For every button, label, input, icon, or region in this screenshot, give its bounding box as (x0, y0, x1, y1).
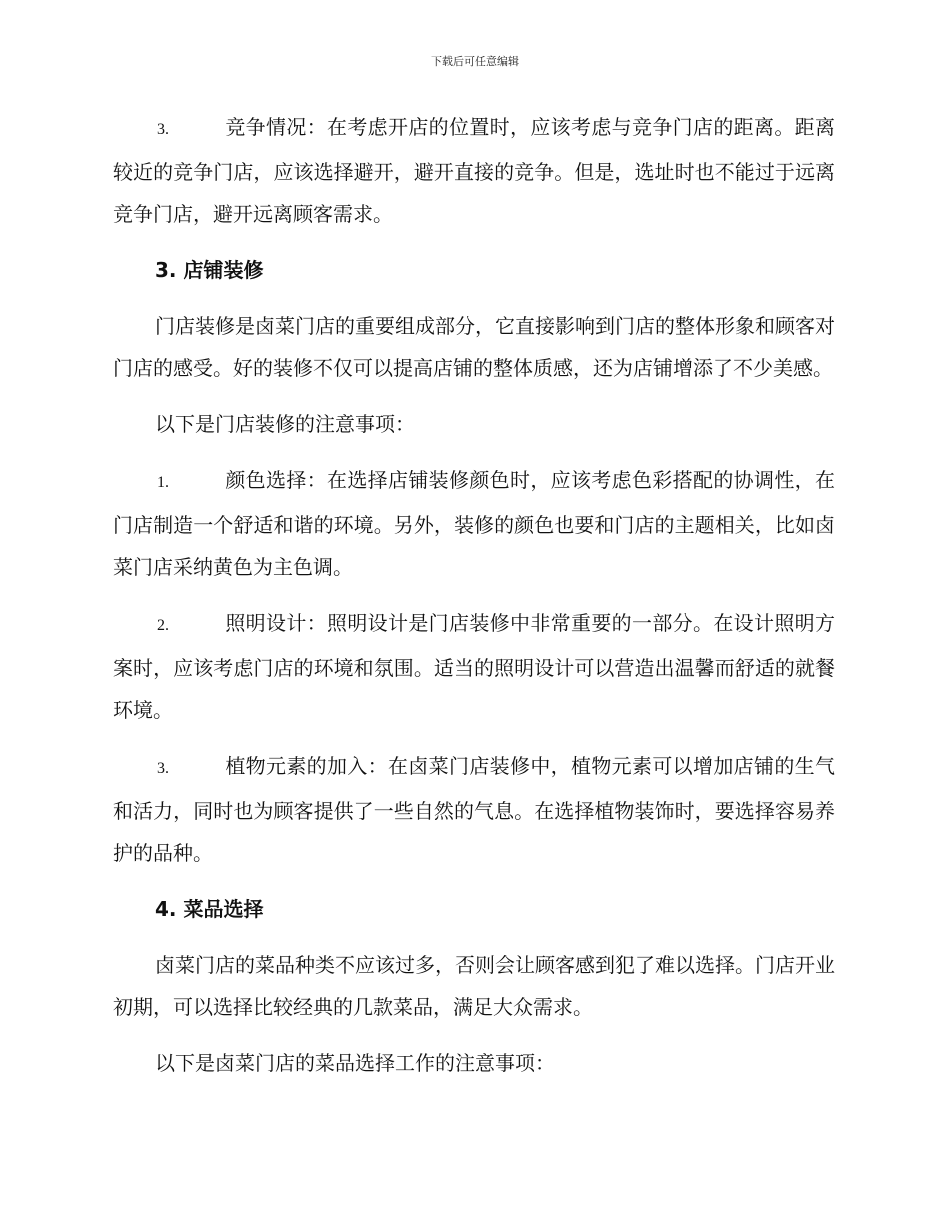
paragraph-menu-notes-title: 以下是卤菜门店的菜品选择工作的注意事项： (155, 1051, 555, 1075)
paragraph-decoration-notes-title: 以下是门店装修的注意事项： (155, 412, 415, 436)
list-item-plants (113, 745, 835, 874)
list-number: 1. (157, 474, 169, 491)
list-number: 3. (157, 760, 169, 777)
page-header: 下载后可任意编辑 (431, 55, 519, 68)
list-number: 3. (157, 121, 169, 138)
list-item-competition (113, 106, 835, 235)
document-body (113, 106, 835, 1098)
list-item-color (113, 459, 835, 588)
paragraph-decoration-intro: 门店装修是卤菜门店的重要组成部分，它直接影响到门店的整体形象和顾客对门店的感受。好的装修不仅可以提高店铺的整体质感，还为店铺增添了不少美感。 (113, 314, 835, 380)
list-text: 颜色选择：在选择店铺装修颜色时，应该考虑色彩搭配的协调性，在门店制造一个舒适和谐的环境。另外，装修的颜色也要和门店的主题相关，比如卤菜门店采纳黄色为主色调。 (113, 468, 835, 579)
paragraph-menu-intro: 卤菜门店的菜品种类不应该过多，否则会让顾客感到犯了难以选择。门店开业初期，可以选择比较经典的几款菜品，满足大众需求。 (113, 953, 835, 1019)
list-item-lighting (113, 602, 835, 731)
list-number: 2. (157, 617, 169, 634)
list-text: 照明设计：照明设计是门店装修中非常重要的一部分。在设计照明方案时，应该考虑门店的环境和氛围。适当的照明设计可以营造出温馨而舒适的就餐环境。 (113, 611, 835, 722)
section-heading-decoration: 3. 店铺装修 (155, 258, 264, 282)
section-heading-menu: 4. 菜品选择 (155, 897, 264, 921)
list-text: 竞争情况：在考虑开店的位置时，应该考虑与竞争门店的距离。距离较近的竞争门店，应该选择避开，避开直接的竞争。但是，选址时也不能过于远离竞争门店，避开远离顾客需求。 (113, 115, 835, 226)
list-text: 植物元素的加入：在卤菜门店装修中，植物元素可以增加店铺的生气和活力，同时也为顾客提供了一些自然的气息。在选择植物装饰时，要选择容易养护的品种。 (113, 754, 835, 865)
